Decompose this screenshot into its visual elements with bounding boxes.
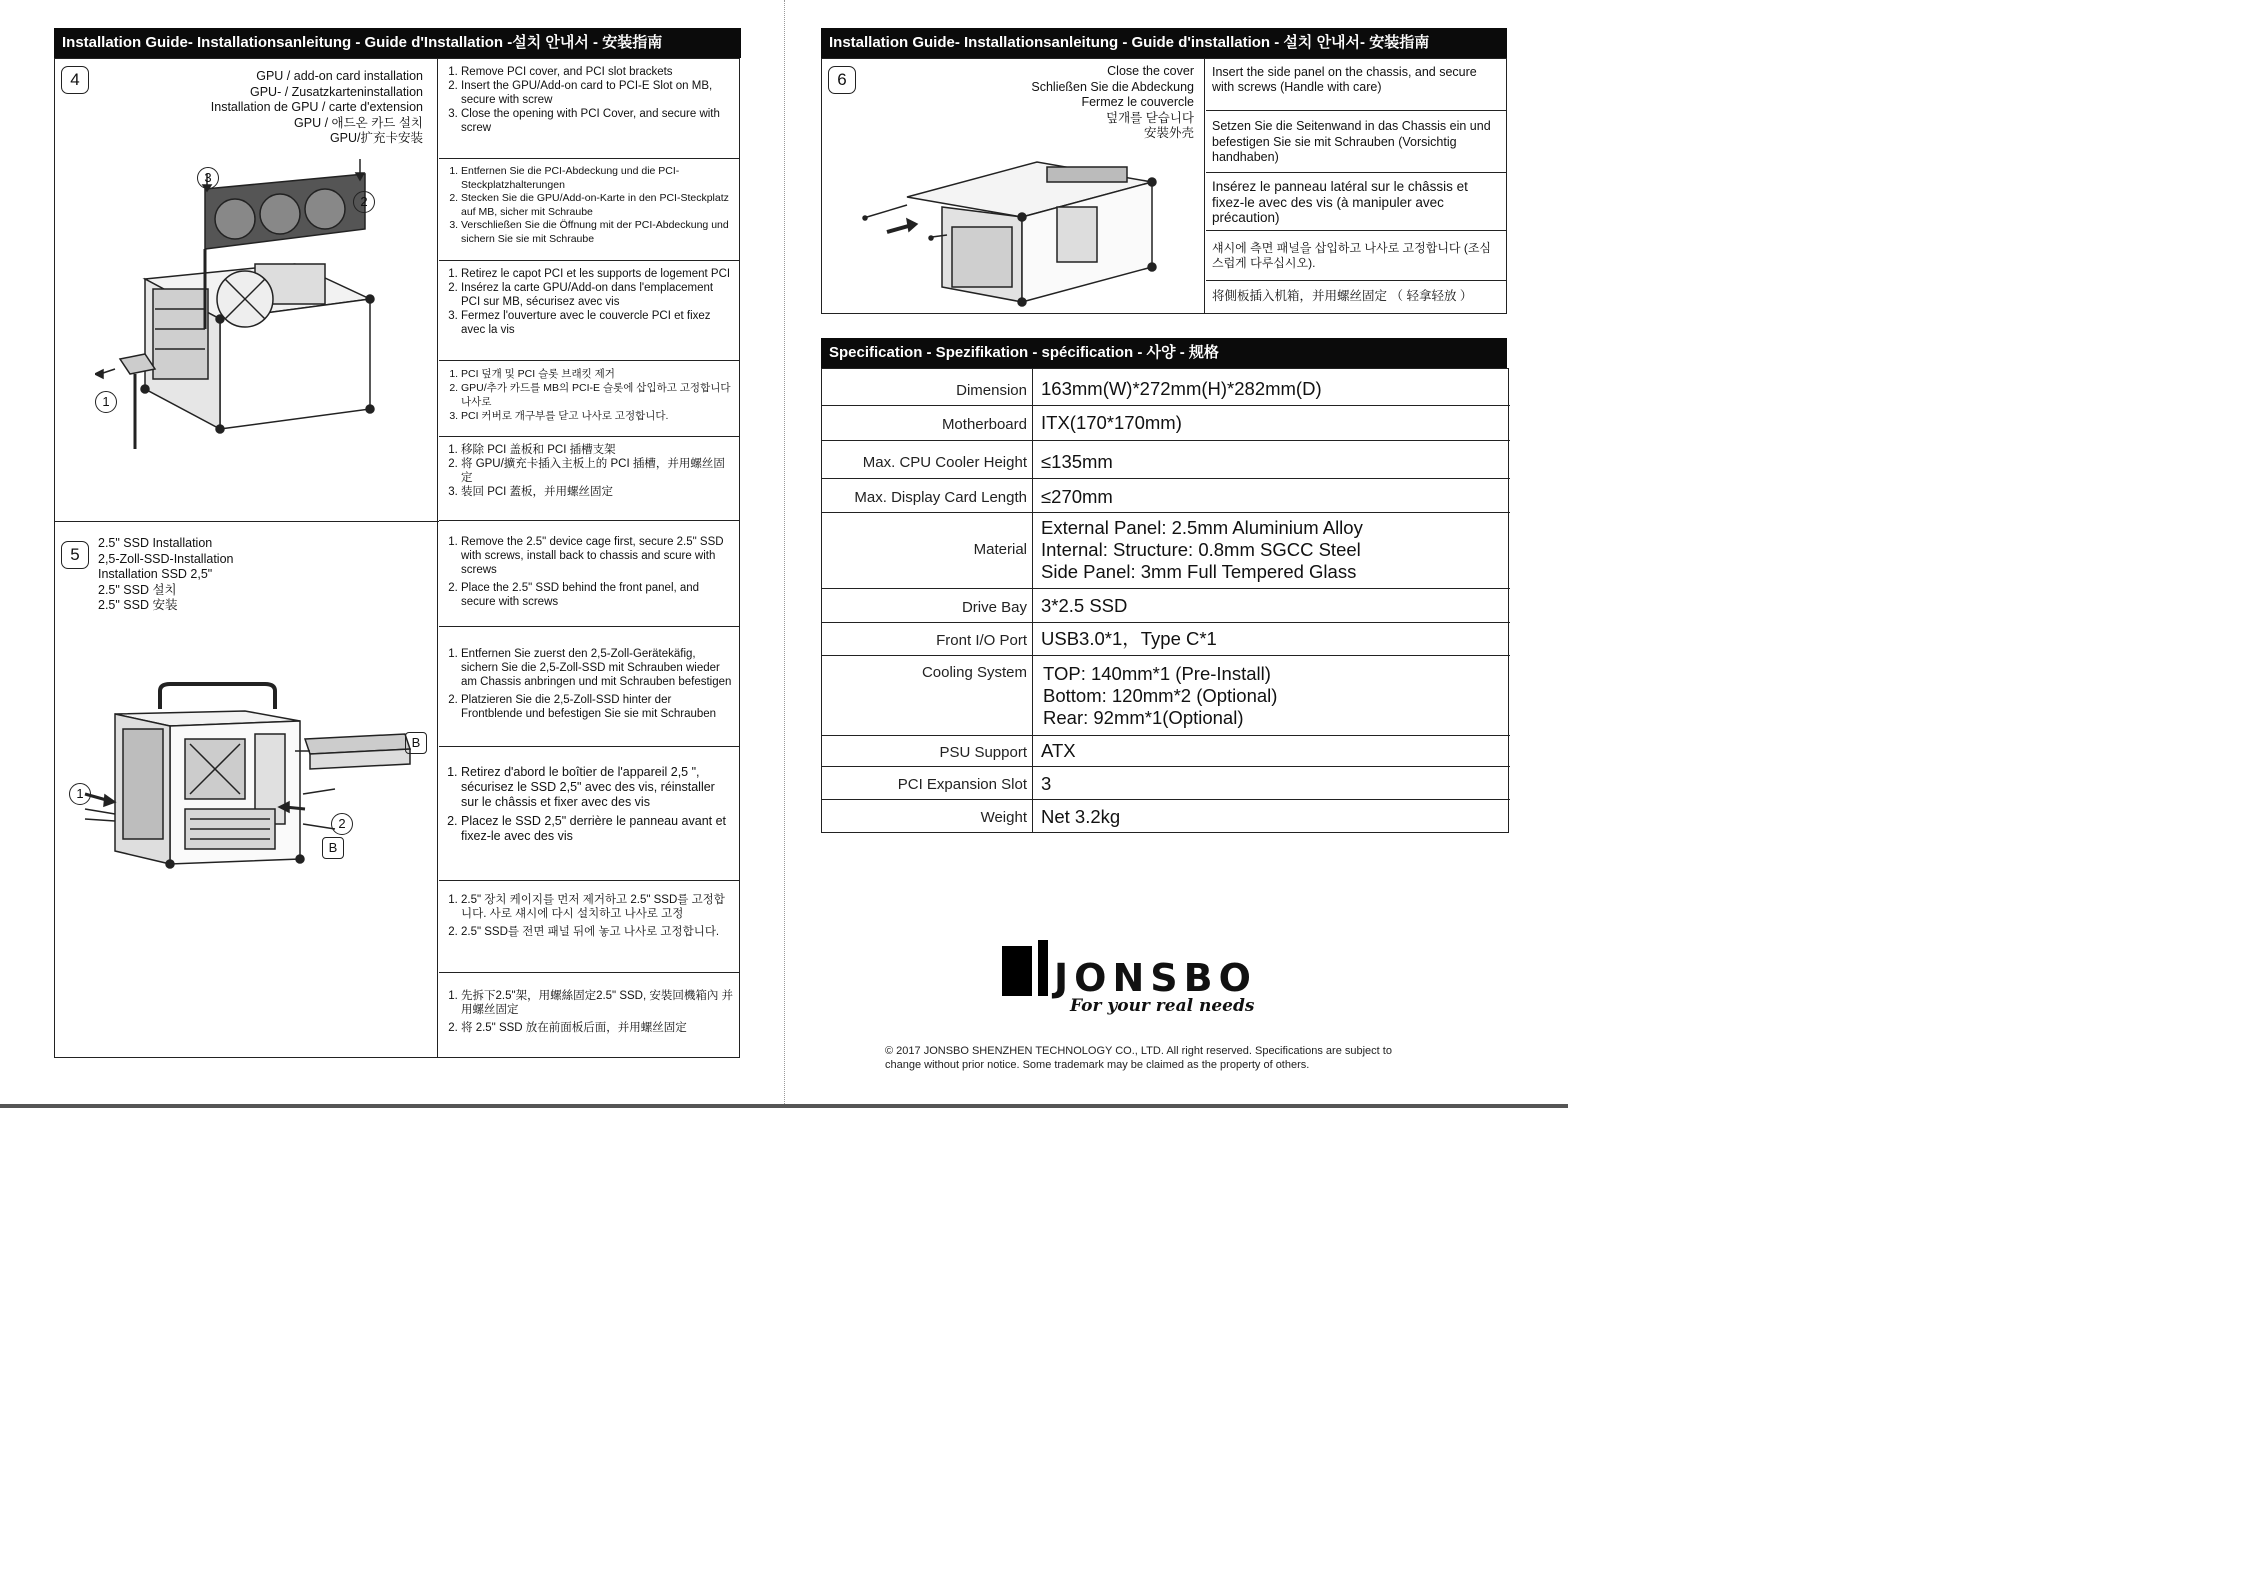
spec-row-weight: Weight Net 3.2kg [980, 806, 1121, 827]
spec-row-drive-bay: Drive Bay 3*2.5 SSD [822, 589, 1510, 623]
step-4-en: 1. Remove PCI cover, and PCI slot brackets 2. Insert the GPU/Add-on card to PCI-E Slot on MB, secure with screw 3. Close the opening with PCI Cover, and secure with screw [439, 59, 739, 159]
step-6-titles: Close the cover Schließen Sie die Abdeckung Fermez le couvercle 덮개를 닫습니다 安裝外壳 [1031, 64, 1194, 140]
step-4-zh: 1. 移除 PCI 盖板和 PCI 插槽支架 2. 将 GPU/擴充卡插入主板上的 PCI 插槽，并用螺丝固定 3. 装回 PCI 蓋板，并用螺丝固定 [439, 437, 739, 521]
spec-row-material: Material External Panel: 2.5mm Aluminium Alloy Internal: Structure: 0.8mm SGCC Steel Side Panel: 3mm Full Tempered Glass [822, 513, 1510, 589]
step-6-panel [821, 58, 1507, 314]
spec-row-pci: PCI Expansion Slot 3 [822, 767, 1510, 800]
step-6-ko: 섀시에 측면 패널을 삽입하고 나사로 고정합니다 (조심스럽게 다루십시오). [1206, 231, 1506, 281]
right-header-bar: Installation Guide- Installationsanleitung - Guide d'installation - 설치 안내서- 安装指南 [821, 28, 1507, 58]
step-5-text [439, 521, 739, 1057]
left-panel [54, 58, 740, 1058]
step-6-fr: Insérez le panneau latéral sur le châssis et fixez-le avec des vis (à manipuler avec précaution) [1206, 173, 1506, 231]
callout-2: 2 [353, 191, 375, 213]
callout-3: 3 [197, 167, 219, 189]
ssd-installation-figure [75, 679, 435, 889]
spec-row-dimension: Dimension 163mm(W)*272mm(H)*282mm(D) [822, 369, 1510, 406]
page-bottom-edge [0, 1104, 1568, 1108]
step-6-text [1206, 59, 1506, 311]
callout-1-ssd: 1 [69, 783, 91, 805]
spec-row-front-io: Front I/O Port USB3.0*1，Type C*1 [822, 623, 1510, 656]
step-4-de: 1. Entfernen Sie die PCI-Abdeckung und die PCI-Steckplatzhalterungen 2. Stecken Sie die GPU/Add-on-Karte in den PCI-Steckplatz auf MB, sicher mit Schraube 3. Verschließen Sie die Öffnung mit der PCI-Abdeckung und sichern Sie sie mit Schraube [439, 159, 739, 261]
logo-wordmark: JONSBO [1054, 956, 1257, 1000]
logo-tagline: For your real needs [1070, 996, 1255, 1016]
spec-row-display-card: Max. Display Card Length ≤270mm [822, 479, 1510, 513]
step-6-en: Insert the side panel on the chassis, and secure with screws (Handle with care) [1206, 59, 1506, 111]
step-5-ko: 1. 2.5" 장치 케이지를 먼저 제거하고 2.5" SSD를 고정합니다. 사로 섀시에 다시 설치하고 나사로 고정 2. 2.5" SSD를 전면 패널 뒤에 놓고 나사로 고정합니다. [439, 881, 739, 973]
fold-line [784, 0, 785, 1108]
step-5-fr: 1. Retirez d'abord le boîtier de l'appareil 2,5 ", sécurisez le SSD 2,5" avec des vis, réinstaller sur le châssis et fixer avec des vis 2. Placez le SSD 2,5" derrière le panneau avant et fixez-le avec des vis [439, 747, 739, 881]
spec-table [821, 368, 1509, 833]
left-header-bar: Installation Guide- Installationsanleitung - Guide d'Installation -설치 안내서 - 安装指南 [54, 28, 741, 58]
spec-header-bar: Specification - Spezifikation - spécification - 사양 - 规格 [821, 338, 1507, 368]
step-4-titles: GPU / add-on card installation GPU- / Zusatzkarteninstallation Installation de GPU / carte d'extension GPU / 애드온 카드 설치 GPU/扩充卡安装 [210, 69, 423, 145]
step-5-en: 1. Remove the 2.5" device cage first, secure 2.5" SSD with screws, install back to chassis and scure with screws 2. Place the 2.5" SSD behind the front panel, and secure with screws [439, 521, 739, 627]
step-5-titles: 2.5" SSD Installation 2,5-Zoll-SSD-Installation Installation SSD 2,5" 2.5" SSD 설치 2.5" SSD 安装 [98, 536, 234, 612]
step-5-de: 1. Entfernen Sie zuerst den 2,5-Zoll-Gerätekäfig, sichern Sie die 2,5-Zoll-SSD mit Schrauben wieder am Chassis anbringen und mit Schrauben befestigen 2. Platzieren Sie die 2,5-Zoll-SSD hinter der Frontblende und befestigen Sie sie mit Schrauben [439, 627, 739, 747]
logo-j-stem [1038, 940, 1048, 996]
step-4-text [439, 59, 739, 521]
spec-row-psu: PSU Support ATX [822, 736, 1510, 767]
logo-block-j [1002, 946, 1032, 996]
copyright-notice: © 2017 JONSBO SHENZHEN TECHNOLOGY CO., LTD. All right reserved. Specifications are subject to change without prior notice. Some trademark may be claimed as the property of others. [885, 1045, 1392, 1071]
callout-1: 1 [95, 391, 117, 413]
callout-b-top: B [405, 732, 427, 754]
callout-b-bottom: B [322, 837, 344, 859]
side-panel-figure [857, 147, 1167, 307]
spec-row-cpu-cooler: Max. CPU Cooler Height ≤135mm [822, 441, 1510, 479]
gpu-installation-figure [95, 159, 425, 499]
step-6-zh: 将側板插入机箱，并用螺丝固定 （ 轻拿轻放 ） [1212, 289, 1473, 303]
jonsbo-logo [1002, 940, 1264, 1020]
step-4-number: 4 [61, 66, 89, 94]
spec-row-cooling: Cooling System TOP: 140mm*1 (Pre-Install) Bottom: 120mm*2 (Optional) Rear: 92mm*1(Optional) [822, 656, 1510, 736]
step-5-zh: 1. 先拆下2.5"架，用螺絲固定2.5" SSD, 安裝回機箱內 并用螺丝固定 2. 将 2.5" SSD 放在前面板后面，并用螺丝固定 [439, 973, 739, 1057]
step-4-ko: 1. PCI 덮개 및 PCI 슬롯 브래킷 제거 2. GPU/추가 카드를 MB의 PCI-E 슬롯에 삽입하고 고정합니다 나사로 3. PCI 커버로 개구부를 닫고 나사로 고정합니다. [439, 361, 739, 437]
step-4-fr: 1. Retirez le capot PCI et les supports de logement PCI 2. Insérez la carte GPU/Add-on dans l'emplacement PCI sur MB, sécurisez avec vis 3. Fermez l'ouverture avec le couvercle PCI et fixez avec la vis [439, 261, 739, 361]
callout-2-ssd: 2 [331, 813, 353, 835]
step-6-de: Setzen Sie die Seitenwand in das Chassis ein und befestigen Sie sie mit Schrauben (Vorsichtig handhaben) [1206, 111, 1506, 173]
step-5-number: 5 [61, 541, 89, 569]
step-6-number: 6 [828, 66, 856, 94]
spec-row-motherboard: Motherboard ITX(170*170mm) [822, 406, 1510, 441]
